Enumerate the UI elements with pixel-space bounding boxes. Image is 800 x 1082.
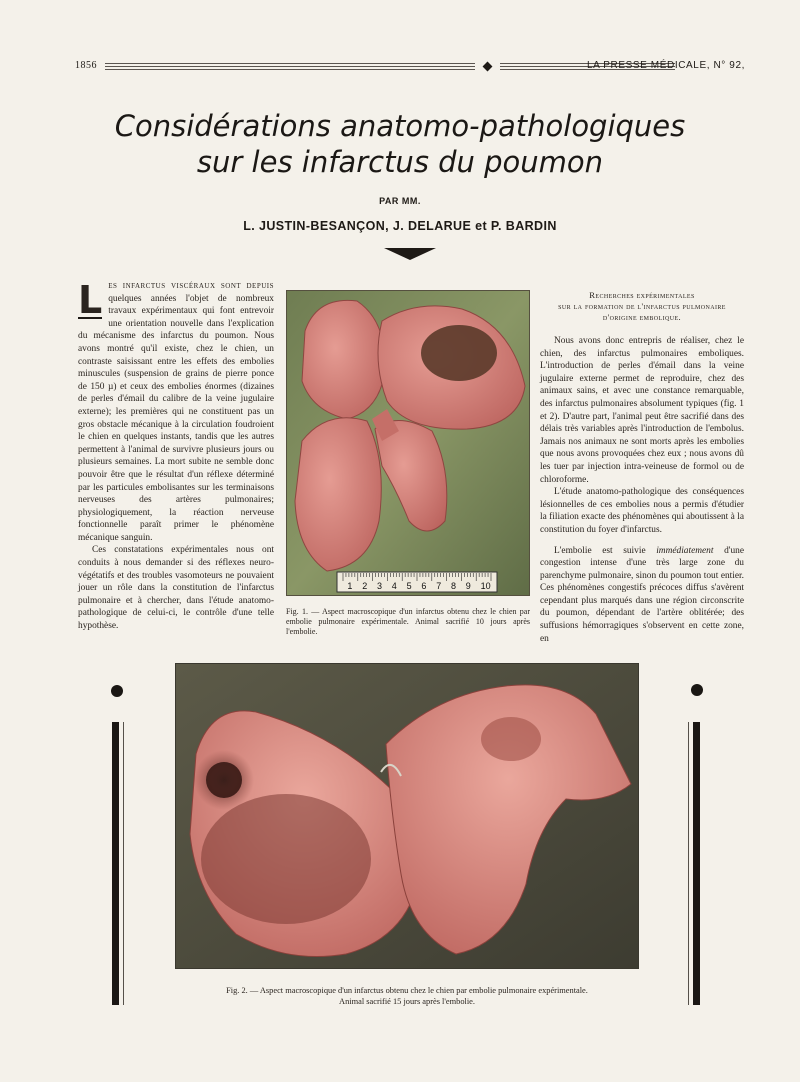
ruler-label: 2 bbox=[362, 581, 368, 591]
figure-2-photo bbox=[175, 663, 639, 969]
byline-prefix: PAR MM. bbox=[379, 196, 421, 206]
figure-2-lung-image bbox=[176, 664, 639, 969]
paragraph-start: L'embolie est suivie bbox=[554, 545, 646, 556]
paragraph-rest: d'une congestion intense d'une très large zone du parenchyme pulmonaire, sinon du poumon tout entier. Ces phénomènes congestifs précoces diffus s'avèrent cependant plus marqués dans une région circonscrite du poumon, dépendant de l'artère oblitérée; des suffusions hémorragiques s'observent en cette zone, en bbox=[540, 545, 744, 644]
figure-1-caption: Fig. 1. — Aspect macroscopique d'un infarctus obtenu chez le chien par embolie pulmonaire expérimentale. Animal sacrifié 10 jours après l'embolie. bbox=[286, 607, 530, 636]
section-heading-line-1: Recherches expérimentales bbox=[589, 290, 695, 300]
authors-joiner: et bbox=[475, 219, 488, 233]
emphasis: immédiatement bbox=[656, 545, 714, 556]
bar-ornament-right bbox=[693, 722, 700, 1005]
ruler-label: 1 bbox=[347, 581, 353, 591]
paragraph: quelques années l'objet de nombreux travaux expérimentaux qui font entrevoir une orientation nouvelle dans l'explication du mécanisme des infarctus du poumon. Nous avons montré qu'il existe, chez le chien, un contraste saisissant entre les effets des embolies minuscules (suspension de grains de pierre ponce de 150 µ) et ceux des embolies énormes (dizaines de perles d'émail du calibre de la veine jugulaire externe); les premières qui ne constituent pas un gros obstacle mécanique à la circulation foudroient le chien en quelques instants, tandis que les autres permettent à l'animal de survivre plusieurs jours ou plusieurs semaines. La mort subite ne semble donc pouvoir être que le résultat d'un réflexe déterminé par les particules embolisantes sur les terminaisons nerveuses des artères pulmonaires; physiologiquement, la réaction nerveuse fonctionnelle paraît primer le phénomène mécanique sanguin. bbox=[78, 293, 274, 543]
paragraph: Nous avons donc entrepris de réaliser, chez le chien, des infarctus pulmonaires emboliques. L'introduction de perles d'émail dans la veine jugulaire externe permet de reproduire, chez des animaux sains, et avec une constance remarquable, des infarctus pulmonaires absolument typiques (fig. 1 et 2). D'autre part, l'animal peut être sacrifié dans des délais très variables après l'introduction de l'embolus. Jamais nos animaux ne sont morts après les embolies que nous avons provoquées chez eux ; nous avons dû les tuer par injection intra-veineuse de formol ou de chloroforme. bbox=[540, 336, 744, 485]
thin-rule-right bbox=[688, 722, 689, 1005]
section-heading-line-3: d'origine embolique. bbox=[602, 312, 682, 322]
right-column bbox=[540, 290, 744, 645]
ruler-label: 10 bbox=[480, 581, 491, 591]
paragraph: L'étude anatomo-pathologique des conséquences lésionnelles de ces embolies nous a permis d'étudier la filiation exacte des phénomènes qui aboutissent à la constitution du foyer d'infarctus. bbox=[540, 487, 744, 535]
ruler-label: 3 bbox=[377, 581, 383, 591]
authors bbox=[0, 219, 800, 233]
ruler-label: 5 bbox=[406, 581, 412, 591]
figure-2-caption-line-1: Fig. 2. — Aspect macroscopique d'un infarctus obtenu chez le chien par embolie pulmonaire expérimentale. bbox=[226, 986, 588, 995]
title-line-1: Considérations anatomo-pathologiques bbox=[114, 109, 686, 143]
ruler-label: 7 bbox=[436, 581, 442, 591]
page-number: 1856 bbox=[75, 60, 97, 71]
lead-in-text: es infarctus viscéraux sont depuis bbox=[108, 281, 274, 291]
header-rule-left bbox=[105, 63, 475, 70]
ruler-label: 9 bbox=[465, 581, 471, 591]
paragraph: Ces constatations expérimentales nous ont conduits à nous demander si des réflexes neuro-végétatifs et des troubles vasomoteurs ne pouvaient jouer un rôle dans la constitution de l'infarctus pulmonaire et à chercher, dans l'étude anatomo-pathologique de celui-ci, le contrôle d'une telle hypothèse. bbox=[78, 545, 274, 632]
figure-1-photo bbox=[286, 290, 530, 596]
drop-cap: L bbox=[78, 278, 103, 322]
left-column bbox=[78, 280, 274, 633]
dot-ornament-left bbox=[111, 685, 123, 697]
thin-rule-left bbox=[123, 722, 124, 1005]
running-header bbox=[75, 60, 745, 74]
figure-1-lung-image bbox=[287, 291, 530, 596]
journal-name: LA PRESSE MÉDICALE, N° 92, bbox=[587, 60, 745, 71]
dot-ornament-right bbox=[691, 684, 703, 696]
authors-part-2: P. BARDIN bbox=[490, 219, 557, 233]
title-line-2: sur les infarctus du poumon bbox=[196, 145, 604, 179]
authors-part-1: L. JUSTIN-BESANÇON, J. DELARUE bbox=[243, 219, 472, 233]
figure-2-caption-line-2: Animal sacrifié 15 jours après l'embolie. bbox=[339, 997, 475, 1006]
chevron-down-icon bbox=[384, 248, 436, 260]
ruler-label: 6 bbox=[421, 581, 427, 591]
paragraph bbox=[540, 545, 744, 646]
ruler-label: 8 bbox=[451, 581, 457, 591]
article-title bbox=[60, 108, 740, 180]
section-heading bbox=[540, 290, 744, 323]
diamond-ornament-icon bbox=[483, 62, 493, 72]
ruler-label: 4 bbox=[391, 581, 397, 591]
bar-ornament-left bbox=[112, 722, 119, 1005]
figure-2-caption bbox=[175, 985, 639, 1007]
section-heading-line-2: sur la formation de l'infarctus pulmonaire bbox=[558, 301, 726, 311]
